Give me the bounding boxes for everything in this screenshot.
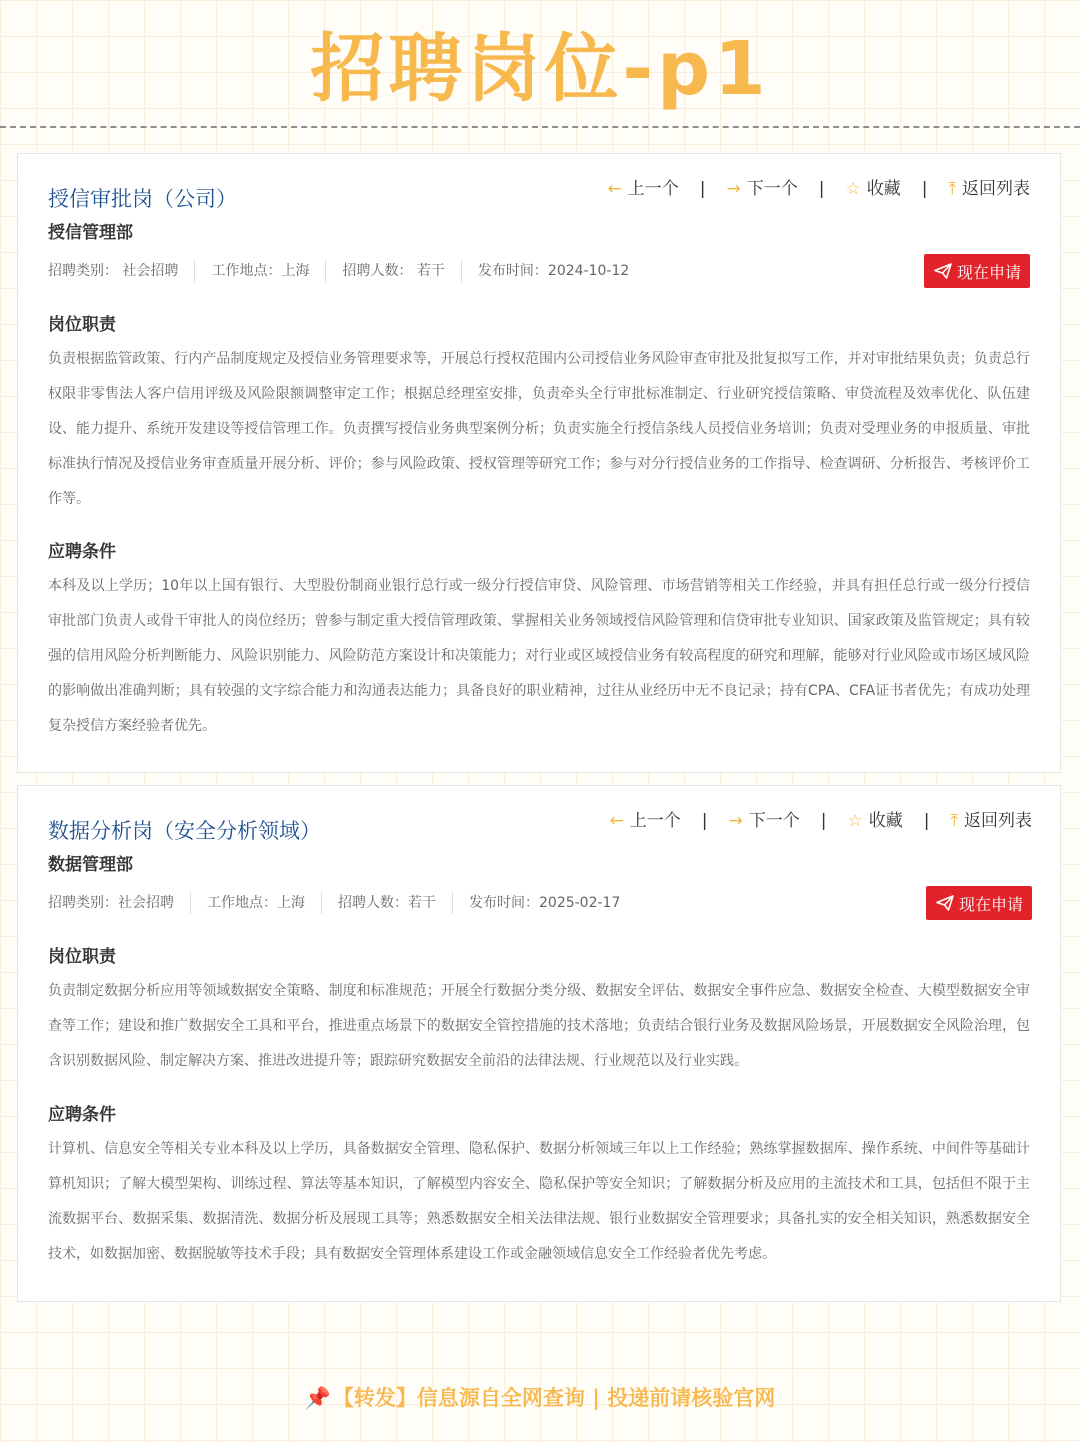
favorite-button[interactable] <box>846 176 901 202</box>
job-card <box>17 153 1061 773</box>
duties-heading: 岗位职责 <box>48 947 116 967</box>
nav-separator: | <box>820 811 827 831</box>
meta-headcount: 招聘人数： 若干 <box>342 263 445 279</box>
duties-heading: 岗位职责 <box>48 315 116 335</box>
job-title[interactable]: 数据分析岗（安全分析领域） <box>48 819 321 843</box>
page-title: 招聘岗位-p1 <box>310 26 770 112</box>
duties-text: 负责制定数据分析应用等领域数据安全策略、制度和标准规范；开展全行数据分类分级、数据安全评估、数据安全事件应急、数据安全检查、大模型数据安全审查等工作；建设和推广数据安全工具和平台，推进重点场景下的数据安全管控措施的技术落地；负责结合银行业务及数据风险场景，开展数据安全风险治理，包含识别数据风险、制定解决方案、推进改进提升等；跟踪研究数据安全前沿的法律法规、行业规范以及行业实践。 <box>48 983 1030 1069</box>
department-name: 数据管理部 <box>48 855 133 875</box>
star-icon: ☆ <box>847 811 863 831</box>
arrow-right-icon: → <box>726 179 741 199</box>
next-button[interactable] <box>727 176 798 202</box>
back-label: 返回列表 <box>962 179 1030 199</box>
meta-location: 工作地点：上海 <box>207 895 305 911</box>
department-name: 授信管理部 <box>48 223 133 243</box>
arrow-right-icon: → <box>728 811 743 831</box>
job-card <box>17 785 1061 1302</box>
send-icon <box>934 263 952 279</box>
nav-separator: | <box>701 811 708 831</box>
send-icon <box>936 895 954 911</box>
meta-divider <box>452 892 453 914</box>
back-label: 返回列表 <box>964 811 1032 831</box>
nav-separator: | <box>921 179 928 199</box>
nav-separator: | <box>818 179 825 199</box>
requirements-text: 本科及以上学历；10年以上国有银行、大型股份制商业银行总行或一级分行授信审贷、风险管理、市场营销等相关工作经验，并具有担任总行或一级分行授信审批部门负责人或骨干审批人的岗位经历；曾参与制定重大授信管理政策、掌握相关业务领域授信风险管理和信贷审批专业知识、国家政策及监管规定；具有较强的信用风险分析判断能力、风险识别能力、风险防范方案设计和决策能力；对行业或区域授信业务有较高程度的研究和理解，能够对行业风险或市场区域风险的影响做出准确判断；具有较强的文字综合能力和沟通表达能力；具备良好的职业精神，过往从业经历中无不良记录；持有CPA、CFA证书者优先；有成功处理复杂授信方案经验者优先。 <box>48 578 1030 734</box>
pushpin-icon: 📌 <box>304 1386 331 1410</box>
meta-divider <box>325 260 326 282</box>
job-meta <box>48 260 629 282</box>
job-meta <box>48 892 620 914</box>
meta-category: 招聘类别：社会招聘 <box>48 895 174 911</box>
footer-note <box>0 1380 1080 1416</box>
meta-divider <box>321 892 322 914</box>
favorite-button[interactable] <box>848 808 903 834</box>
favorite-label: 收藏 <box>868 811 903 831</box>
star-icon: ☆ <box>845 179 861 199</box>
job-title[interactable]: 授信审批岗（公司） <box>48 187 237 211</box>
apply-label: 现在申请 <box>956 262 1021 282</box>
apply-now-button[interactable] <box>924 254 1030 288</box>
meta-divider <box>190 892 191 914</box>
prev-label: 上一个 <box>629 811 681 831</box>
meta-posted-date: 发布时间：2025-02-17 <box>469 895 621 911</box>
arrow-up-to-top-icon: ⤒ <box>948 179 956 199</box>
requirements-heading: 应聘条件 <box>48 542 116 562</box>
next-label: 下一个 <box>746 179 798 199</box>
requirements-heading: 应聘条件 <box>48 1105 116 1125</box>
duties-text: 负责根据监管政策、行内产品制度规定及授信业务管理要求等，开展总行授权范围内公司授信业务风险审查审批及批复拟写工作，并对审批结果负责；负责总行权限非零售法人客户信用评级及风险限额调整审定工作；根据总经理室安排，负责牵头全行审批标准制定、行业研究授信策略、审贷流程及效率优化、队伍建设、能力提升、系统开发建设等授信管理工作。负责撰写授信业务典型案例分析；负责实施全行授信条线人员授信业务培训；负责对受理业务的申报质量、审批标准执行情况及授信业务审查质量开展分析、评价；参与风险政策、授权管理等研究工作；参与对分行授信业务的工作指导、检查调研、分析报告、考核评价工作等。 <box>48 351 1030 507</box>
arrow-left-icon: ← <box>609 811 624 831</box>
prev-label: 上一个 <box>627 179 679 199</box>
prev-button[interactable] <box>608 176 679 202</box>
meta-posted-date: 发布时间：2024-10-12 <box>477 263 630 279</box>
meta-divider <box>194 260 195 282</box>
favorite-label: 收藏 <box>866 179 901 199</box>
meta-category: 招聘类别： 社会招聘 <box>48 263 179 279</box>
apply-now-button[interactable] <box>926 886 1032 920</box>
job-nav <box>608 176 1030 202</box>
meta-divider <box>461 260 462 282</box>
prev-button[interactable] <box>610 808 681 834</box>
meta-headcount: 招聘人数：若干 <box>338 895 436 911</box>
footer-note-text: 【转发】信息源自全网查询 | 投递前请核验官网 <box>332 1386 776 1410</box>
dashed-divider <box>0 126 1080 128</box>
arrow-left-icon: ← <box>607 179 622 199</box>
back-to-list-button[interactable] <box>948 176 1030 202</box>
next-button[interactable] <box>729 808 800 834</box>
arrow-up-to-top-icon: ⤒ <box>950 811 958 831</box>
meta-location: 工作地点：上海 <box>211 263 310 279</box>
back-to-list-button[interactable] <box>950 808 1032 834</box>
nav-separator: | <box>923 811 930 831</box>
apply-label: 现在申请 <box>958 894 1023 914</box>
requirements-text: 计算机、信息安全等相关专业本科及以上学历，具备数据安全管理、隐私保护、数据分析领域三年以上工作经验；熟练掌握数据库、操作系统、中间件等基础计算机知识；了解大模型架构、训练过程、算法等基本知识，了解模型内容安全、隐私保护等安全知识；了解数据分析及应用的主流技术和工具，包括但不限于主流数据平台、数据采集、数据清洗、数据分析及展现工具等；熟悉数据安全相关法律法规、银行业数据安全管理要求；具备扎实的安全相关知识，熟悉数据安全技术，如数据加密、数据脱敏等技术手段；具有数据安全管理体系建设工作或金融领域信息安全工作经验者优先考虑。 <box>48 1141 1030 1262</box>
next-label: 下一个 <box>748 811 800 831</box>
job-nav <box>610 808 1032 834</box>
nav-separator: | <box>699 179 706 199</box>
